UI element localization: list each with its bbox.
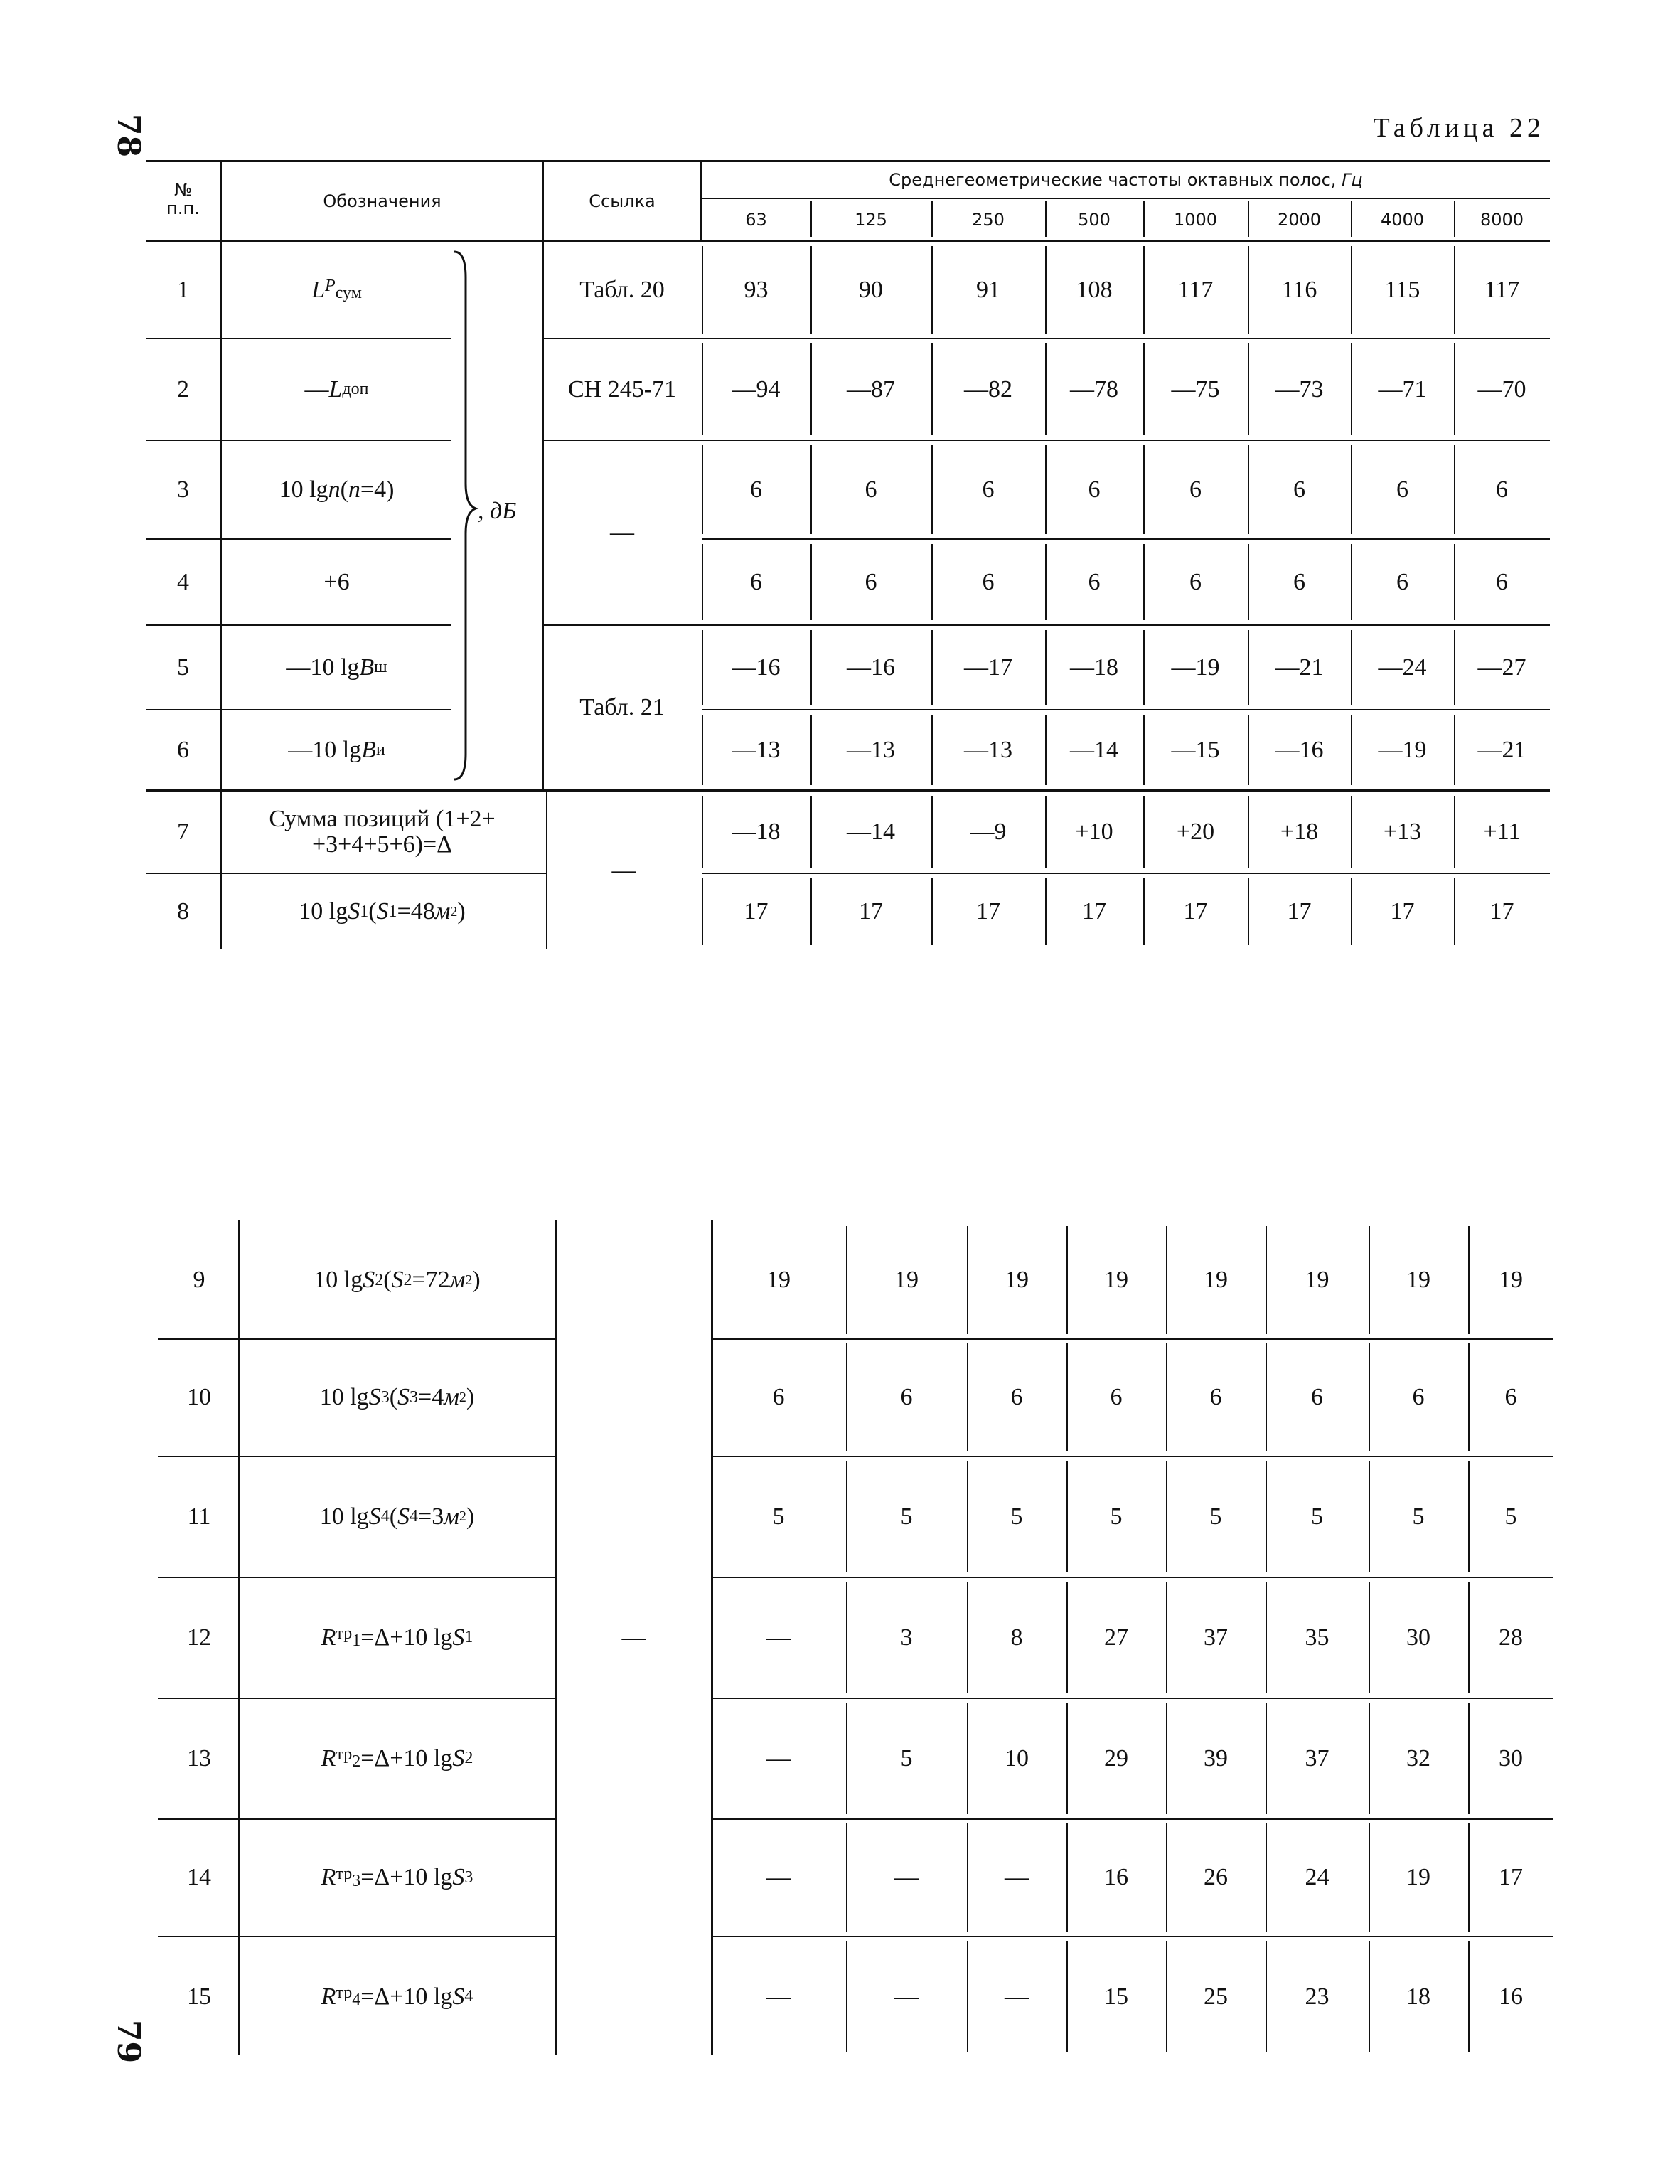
designation-unit: м [444, 1384, 459, 1410]
designation-line1: Сумма позиций (1+2+ [269, 806, 496, 832]
reference-rows-7-8: — [611, 857, 636, 883]
designation-subsub: 4 [352, 1991, 361, 2009]
designation-row-7 [222, 792, 542, 873]
designation-text: +6 [323, 568, 350, 595]
designation-sub: 4 [380, 1507, 390, 1525]
designation-tail: =4) [360, 476, 395, 503]
value-cell: —14 [847, 819, 895, 845]
value-cell: —13 [964, 736, 1012, 763]
reference-rows-3-4: — [610, 519, 634, 545]
value-cell: 6 [865, 568, 877, 595]
value-cell: 5 [900, 1744, 913, 1772]
value-cell: —13 [732, 736, 781, 763]
value-cell: 6 [1189, 568, 1202, 595]
row-number: 13 [187, 1744, 211, 1772]
designation-sub: P [325, 277, 336, 295]
value-cell: — [1005, 1983, 1029, 2010]
designation-main: L [311, 276, 326, 303]
designation-close: ) [472, 1267, 481, 1293]
value-cell: 3 [900, 1624, 913, 1651]
designation-close: ) [466, 1384, 475, 1410]
designation-var2: S [376, 898, 389, 925]
designation-row-1 [222, 242, 451, 338]
value-cell: 6 [1396, 568, 1408, 595]
value-cell: 17 [976, 898, 1000, 925]
value-cell: 117 [1484, 276, 1520, 303]
value-cell: 6 [1496, 476, 1508, 503]
row-number: 2 [177, 375, 189, 403]
value-cell: 6 [750, 476, 762, 503]
designation-var2: S [452, 1744, 465, 1772]
designation-row-12 [240, 1579, 555, 1696]
designation-sub2: 4 [410, 1507, 419, 1525]
designation-tail: =4 [418, 1384, 444, 1410]
designation-tail: =48 [397, 898, 435, 925]
designation-row-6 [222, 710, 451, 789]
designation-subsub: сум [335, 284, 362, 302]
designation-sub2: 4 [464, 1987, 473, 2005]
designation-subsub: 3 [352, 1871, 361, 1890]
designation-var2: S [391, 1267, 404, 1293]
designation-sub: тр [336, 1745, 353, 1764]
value-cell: 6 [1010, 1384, 1023, 1410]
designation-sub2: 1 [388, 902, 397, 921]
value-cell: 29 [1104, 1744, 1128, 1772]
value-cell: —75 [1171, 375, 1220, 403]
value-cell: 6 [1189, 476, 1202, 503]
value-cell: 6 [750, 568, 762, 595]
designation-row-10 [240, 1341, 555, 1454]
value-cell: 17 [744, 898, 769, 925]
value-cell: —87 [847, 375, 895, 403]
designation-row-9 [240, 1223, 555, 1337]
table-title: Таблица 22 [1373, 113, 1545, 143]
designation-subsub: 1 [352, 1631, 361, 1650]
value-cell: 19 [1005, 1267, 1029, 1293]
frequency-header-cell: 8000 [1480, 209, 1524, 230]
designation-sup: 2 [459, 1508, 466, 1524]
value-cell: —19 [1378, 736, 1427, 763]
value-cell: 30 [1499, 1744, 1523, 1772]
row-number: 15 [187, 1983, 211, 2010]
designation-row-3 [222, 441, 451, 538]
value-cell: 10 [1005, 1744, 1029, 1772]
value-cell: 37 [1204, 1624, 1228, 1651]
value-cell: 35 [1305, 1624, 1329, 1651]
value-cell: 17 [859, 898, 883, 925]
value-cell: 6 [982, 568, 995, 595]
designation-row-11 [240, 1458, 555, 1575]
designation-sub2: 3 [464, 1868, 473, 1887]
value-cell: 27 [1104, 1624, 1128, 1651]
designation-sub: 3 [380, 1387, 390, 1407]
value-cell: +18 [1280, 819, 1319, 845]
designation-text: 10 lg [299, 898, 348, 925]
value-cell: +13 [1383, 819, 1422, 845]
designation-close: ) [457, 898, 466, 925]
value-cell: —15 [1171, 736, 1220, 763]
designation-var: S [368, 1384, 381, 1410]
designation-text: 10 lg [279, 476, 328, 503]
frequency-header-cell: 125 [855, 209, 887, 230]
value-cell: — [766, 1744, 791, 1772]
row-number: 7 [177, 819, 189, 845]
value-cell: —27 [1477, 654, 1526, 681]
value-cell: — [766, 1624, 791, 1651]
page-number-top: 78 [110, 113, 147, 158]
row-number: 12 [187, 1624, 211, 1651]
designation-sub: тр [336, 1983, 353, 2002]
designation-var: S [368, 1503, 381, 1530]
designation-paren: ( [340, 476, 348, 503]
value-cell: —17 [964, 654, 1012, 681]
designation-mid: ( [389, 1384, 398, 1410]
value-cell: — [894, 1864, 919, 1890]
bottom-reference: — [621, 1624, 646, 1651]
designation-var2: n [348, 476, 360, 503]
value-cell: 6 [1311, 1384, 1323, 1410]
value-cell: 18 [1406, 1983, 1430, 2010]
value-cell: 6 [1110, 1384, 1123, 1410]
designation-var: R [321, 1864, 336, 1890]
designation-mid: ( [389, 1503, 398, 1530]
row-number: 9 [193, 1267, 205, 1293]
value-cell: 5 [772, 1503, 785, 1530]
header-freq-group [702, 162, 1550, 198]
frequency-header-cell: 4000 [1380, 209, 1425, 230]
value-cell: — [1005, 1864, 1029, 1890]
designation-unit: м [444, 1503, 459, 1530]
unit-brace-label: , дБ [478, 498, 517, 524]
designation-var: R [321, 1744, 336, 1772]
value-cell: 6 [1209, 1384, 1222, 1410]
value-cell: —19 [1171, 654, 1220, 681]
value-cell: —24 [1378, 654, 1427, 681]
value-cell: — [894, 1983, 919, 2010]
designation-sub: 1 [360, 902, 369, 921]
value-cell: 6 [1412, 1384, 1425, 1410]
designation-var: n [328, 476, 341, 503]
value-cell: 5 [1504, 1503, 1517, 1530]
value-cell: 117 [1177, 276, 1214, 303]
designation-row-8 [222, 874, 542, 949]
value-cell: —16 [847, 654, 895, 681]
row-number: 4 [177, 568, 189, 595]
value-cell: —82 [964, 375, 1012, 403]
designation-line2: +3+4+5+6)=Δ [311, 831, 453, 858]
header-freq-unit: Гц [1342, 170, 1363, 190]
designation-var2: S [452, 1983, 465, 2010]
value-cell: 28 [1499, 1624, 1523, 1651]
designation-tail: =Δ+10 lg [360, 1864, 453, 1890]
designation-text: 10 lg [314, 1267, 363, 1293]
designation-sub2: 2 [403, 1270, 412, 1289]
designation-row-5 [222, 626, 451, 709]
value-cell: 17 [1390, 898, 1415, 925]
designation-text: —10 lg [288, 736, 362, 763]
value-cell: 24 [1305, 1864, 1329, 1890]
designation-text: 10 lg [319, 1503, 369, 1530]
value-cell: 25 [1204, 1983, 1228, 2010]
designation-var2: S [452, 1624, 465, 1651]
designation-var: R [321, 1983, 336, 2010]
value-cell: 17 [1287, 898, 1312, 925]
value-cell: +20 [1176, 819, 1215, 845]
designation-row-2 [222, 339, 451, 440]
value-cell: —78 [1070, 375, 1118, 403]
value-cell: 6 [1504, 1384, 1517, 1410]
row-number: 14 [187, 1864, 211, 1890]
value-cell: — [766, 1983, 791, 2010]
designation-tail: =Δ+10 lg [360, 1624, 453, 1651]
designation-sub2: 1 [464, 1628, 473, 1646]
designation-var2: S [452, 1864, 465, 1890]
designation-unit: м [434, 898, 451, 925]
value-cell: —18 [1070, 654, 1118, 681]
value-cell: —16 [732, 654, 781, 681]
brace-icon [451, 249, 480, 782]
value-cell: 23 [1305, 1983, 1329, 2010]
frequency-header-cell: 1000 [1173, 209, 1218, 230]
value-cell: 19 [894, 1267, 919, 1293]
value-cell: 6 [1088, 476, 1101, 503]
designation-tail: =3 [418, 1503, 444, 1530]
value-cell: 17 [1183, 898, 1208, 925]
designation-var2: S [397, 1503, 410, 1530]
value-cell: 6 [1088, 568, 1101, 595]
value-cell: —71 [1378, 375, 1427, 403]
designation-tail: =Δ+10 lg [360, 1744, 453, 1772]
designation-text: —10 lg [286, 654, 360, 681]
designation-subsub: 2 [352, 1752, 361, 1771]
row-number: 11 [187, 1503, 211, 1530]
value-cell: 32 [1406, 1744, 1430, 1772]
header-designation: Обозначения [323, 191, 442, 211]
row-number: 8 [177, 898, 189, 925]
value-cell: 16 [1499, 1983, 1523, 2010]
designation-var: S [363, 1267, 375, 1293]
value-cell: —70 [1477, 375, 1526, 403]
designation-var: B [359, 654, 375, 681]
value-cell: 5 [1010, 1503, 1023, 1530]
value-cell: 90 [859, 276, 883, 303]
value-cell: 19 [1406, 1267, 1430, 1293]
value-cell: 16 [1104, 1864, 1128, 1890]
value-cell: 19 [1204, 1267, 1228, 1293]
value-cell: 26 [1204, 1864, 1228, 1890]
value-cell: 17 [1499, 1864, 1523, 1890]
designation-sup: 2 [450, 903, 458, 920]
value-cell: +11 [1483, 819, 1521, 845]
designation-mid: ( [383, 1267, 392, 1293]
designation-tail: =Δ+10 lg [360, 1983, 453, 2010]
value-cell: —21 [1275, 654, 1324, 681]
value-cell: 116 [1281, 276, 1317, 303]
page-number-bottom: 79 [110, 2019, 147, 2064]
value-cell: —14 [1070, 736, 1118, 763]
value-cell: 5 [1110, 1503, 1123, 1530]
frequency-header-cell: 63 [745, 209, 767, 230]
value-cell: 37 [1305, 1744, 1329, 1772]
value-cell: 6 [1396, 476, 1408, 503]
header-freq-label: Среднегеометрические частоты октавных полос, [889, 170, 1337, 190]
value-cell: 6 [1293, 476, 1305, 503]
value-cell: 6 [1293, 568, 1305, 595]
row-number: 3 [177, 476, 189, 503]
value-cell: —73 [1275, 375, 1324, 403]
designation-row-14 [240, 1821, 555, 1934]
designation-row-4 [222, 540, 451, 624]
value-cell: 5 [1209, 1503, 1222, 1530]
value-cell: 6 [772, 1384, 785, 1410]
value-cell: 115 [1384, 276, 1420, 303]
header-no-line1: № [174, 180, 192, 200]
value-cell: 19 [1104, 1267, 1128, 1293]
row-number: 6 [177, 736, 189, 763]
value-cell: — [766, 1864, 791, 1890]
designation-sub: тр [336, 1864, 353, 1883]
reference-rows-5-6: Табл. 21 [579, 694, 665, 720]
designation-sup: 2 [459, 1389, 466, 1405]
value-cell: —16 [1275, 736, 1324, 763]
value-cell: —9 [970, 819, 1007, 845]
value-cell: —18 [732, 819, 781, 845]
value-cell: +10 [1075, 819, 1113, 845]
value-cell: 19 [766, 1267, 791, 1293]
designation-sub2: 3 [410, 1387, 419, 1407]
value-cell: 19 [1499, 1267, 1523, 1293]
designation-sub2: 2 [464, 1749, 473, 1767]
designation-tail: =72 [412, 1267, 450, 1293]
designation-prefix: — [304, 375, 329, 403]
header-no [146, 171, 220, 228]
designation-var: S [348, 898, 360, 925]
designation-sub: и [375, 740, 385, 759]
row-number: 10 [187, 1384, 211, 1410]
designation-var: R [321, 1624, 336, 1651]
header-reference: Ссылка [589, 191, 656, 211]
value-cell: 6 [865, 476, 877, 503]
value-cell: 17 [1082, 898, 1106, 925]
designation-mid: ( [368, 898, 377, 925]
row-number: 5 [177, 654, 189, 681]
value-cell: —13 [847, 736, 895, 763]
value-cell: 8 [1010, 1624, 1023, 1651]
value-cell: —21 [1477, 736, 1526, 763]
value-cell: 6 [900, 1384, 913, 1410]
row-number: 1 [177, 276, 189, 303]
value-cell: 15 [1104, 1983, 1128, 2010]
value-cell: 6 [982, 476, 995, 503]
designation-unit: м [449, 1267, 466, 1293]
frequency-header-cell: 250 [972, 209, 1005, 230]
designation-row-13 [240, 1700, 555, 1817]
value-cell: 5 [1412, 1503, 1425, 1530]
reference-row-2: СН 245-71 [567, 375, 677, 403]
value-cell: 91 [976, 276, 1000, 303]
designation-var: B [361, 736, 376, 763]
value-cell: 5 [900, 1503, 913, 1530]
designation-text: 10 lg [319, 1384, 369, 1410]
value-cell: 19 [1406, 1864, 1430, 1890]
designation-var2: S [397, 1384, 410, 1410]
designation-sup: 2 [465, 1272, 473, 1288]
designation-sub: доп [342, 380, 369, 398]
designation-close: ) [466, 1503, 475, 1530]
value-cell: 19 [1305, 1267, 1329, 1293]
header-no-line2: п.п. [166, 198, 200, 218]
value-cell: 5 [1311, 1503, 1323, 1530]
value-cell: —94 [732, 375, 781, 403]
value-cell: 93 [744, 276, 769, 303]
value-cell: 30 [1406, 1624, 1430, 1651]
frequency-header-cell: 2000 [1277, 209, 1322, 230]
designation-sub: ш [374, 658, 387, 676]
value-cell: 39 [1204, 1744, 1228, 1772]
designation-main: L [328, 375, 343, 403]
frequency-header-cell: 500 [1078, 209, 1111, 230]
designation-sub: тр [336, 1624, 353, 1643]
value-cell: 6 [1496, 568, 1508, 595]
designation-sub: 2 [375, 1270, 384, 1289]
value-cell: 108 [1076, 276, 1113, 303]
reference-row-1: Табл. 20 [579, 276, 665, 303]
designation-row-15 [240, 1938, 555, 2055]
value-cell: 17 [1489, 898, 1514, 925]
